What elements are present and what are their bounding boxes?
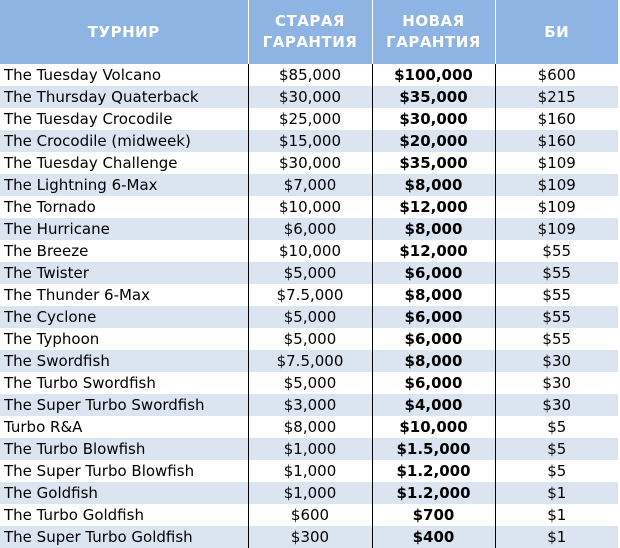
tournament-name-cell: The Typhoon	[0, 328, 248, 350]
table-row	[0, 130, 618, 152]
table-row	[0, 394, 618, 416]
header-buyin	[495, 0, 618, 64]
tournament-name-cell: The Swordfish	[0, 350, 248, 372]
header-buyin-label: БИ	[544, 22, 570, 41]
buyin-cell: $55	[495, 284, 618, 306]
tournament-name-cell: The Hurricane	[0, 218, 248, 240]
header-old-guarantee	[248, 0, 372, 64]
old-guarantee-cell: $85,000	[248, 64, 372, 86]
new-guarantee-cell: $6,000	[372, 328, 495, 350]
old-guarantee-cell: $5,000	[248, 262, 372, 284]
table-row	[0, 460, 618, 482]
new-guarantee-cell: $1.5,000	[372, 438, 495, 460]
new-guarantee-cell: $8,000	[372, 350, 495, 372]
table-row	[0, 328, 618, 350]
old-guarantee-cell: $600	[248, 504, 372, 526]
table-row	[0, 262, 618, 284]
old-guarantee-cell: $10,000	[248, 196, 372, 218]
buyin-cell: $55	[495, 262, 618, 284]
tournament-name-cell: The Tornado	[0, 196, 248, 218]
old-guarantee-cell: $15,000	[248, 130, 372, 152]
new-guarantee-cell: $100,000	[372, 64, 495, 86]
buyin-cell: $160	[495, 108, 618, 130]
table-header	[0, 0, 618, 64]
new-guarantee-cell: $10,000	[372, 416, 495, 438]
old-guarantee-cell: $3,000	[248, 394, 372, 416]
header-tournament	[0, 0, 248, 64]
old-guarantee-cell: $25,000	[248, 108, 372, 130]
old-guarantee-cell: $30,000	[248, 86, 372, 108]
table-row	[0, 438, 618, 460]
buyin-cell: $30	[495, 372, 618, 394]
tournament-name-cell: Turbo R&A	[0, 416, 248, 438]
tournament-name-cell: The Tuesday Volcano	[0, 64, 248, 86]
table-row	[0, 284, 618, 306]
table-row	[0, 372, 618, 394]
new-guarantee-cell: $8,000	[372, 218, 495, 240]
new-guarantee-cell: $35,000	[372, 86, 495, 108]
table-body	[0, 64, 618, 548]
table-row	[0, 504, 618, 526]
buyin-cell: $30	[495, 350, 618, 372]
header-row	[0, 0, 618, 64]
new-guarantee-cell: $30,000	[372, 108, 495, 130]
buyin-cell: $55	[495, 328, 618, 350]
table-row	[0, 108, 618, 130]
new-guarantee-cell: $700	[372, 504, 495, 526]
header-new-line1: НОВАЯ	[402, 12, 465, 30]
old-guarantee-cell: $7.5,000	[248, 350, 372, 372]
tournament-name-cell: The Tuesday Challenge	[0, 152, 248, 174]
header-tournament-label: ТУРНИР	[87, 22, 160, 41]
tournament-name-cell: The Thursday Quaterback	[0, 86, 248, 108]
header-old-line1: СТАРАЯ	[274, 12, 345, 30]
new-guarantee-cell: $400	[372, 526, 495, 548]
old-guarantee-cell: $7,000	[248, 174, 372, 196]
new-guarantee-cell: $6,000	[372, 262, 495, 284]
table-row	[0, 152, 618, 174]
old-guarantee-cell: $1,000	[248, 438, 372, 460]
old-guarantee-cell: $5,000	[248, 306, 372, 328]
buyin-cell: $109	[495, 196, 618, 218]
buyin-cell: $160	[495, 130, 618, 152]
buyin-cell: $109	[495, 174, 618, 196]
tournament-name-cell: The Turbo Blowfish	[0, 438, 248, 460]
old-guarantee-cell: $5,000	[248, 372, 372, 394]
buyin-cell: $109	[495, 218, 618, 240]
tournament-name-cell: The Super Turbo Goldfish	[0, 526, 248, 548]
old-guarantee-cell: $6,000	[248, 218, 372, 240]
tournament-name-cell: The Lightning 6-Max	[0, 174, 248, 196]
old-guarantee-cell: $8,000	[248, 416, 372, 438]
old-guarantee-cell: $30,000	[248, 152, 372, 174]
tournament-name-cell: The Turbo Swordfish	[0, 372, 248, 394]
tournament-name-cell: The Thunder 6-Max	[0, 284, 248, 306]
new-guarantee-cell: $12,000	[372, 240, 495, 262]
buyin-cell: $109	[495, 152, 618, 174]
table-row	[0, 482, 618, 504]
tournament-name-cell: The Twister	[0, 262, 248, 284]
new-guarantee-cell: $8,000	[372, 174, 495, 196]
tournament-name-cell: The Super Turbo Swordfish	[0, 394, 248, 416]
old-guarantee-cell: $1,000	[248, 460, 372, 482]
new-guarantee-cell: $12,000	[372, 196, 495, 218]
buyin-cell: $30	[495, 394, 618, 416]
buyin-cell: $5	[495, 460, 618, 482]
table-row	[0, 218, 618, 240]
old-guarantee-cell: $5,000	[248, 328, 372, 350]
tournament-name-cell: The Goldfish	[0, 482, 248, 504]
old-guarantee-cell: $10,000	[248, 240, 372, 262]
buyin-cell: $5	[495, 438, 618, 460]
new-guarantee-cell: $35,000	[372, 152, 495, 174]
table-row	[0, 64, 618, 86]
new-guarantee-cell: $8,000	[372, 284, 495, 306]
new-guarantee-cell: $6,000	[372, 306, 495, 328]
old-guarantee-cell: $1,000	[248, 482, 372, 504]
buyin-cell: $1	[495, 526, 618, 548]
buyin-cell: $1	[495, 482, 618, 504]
tournament-name-cell: The Turbo Goldfish	[0, 504, 248, 526]
tournament-name-cell: The Super Turbo Blowfish	[0, 460, 248, 482]
new-guarantee-cell: $20,000	[372, 130, 495, 152]
buyin-cell: $55	[495, 306, 618, 328]
header-old-line2: ГАРАНТИЯ	[262, 33, 358, 51]
table-row	[0, 174, 618, 196]
table-row	[0, 350, 618, 372]
table-row	[0, 526, 618, 548]
new-guarantee-cell: $1.2,000	[372, 482, 495, 504]
tournament-name-cell: The Tuesday Crocodile	[0, 108, 248, 130]
old-guarantee-cell: $7.5,000	[248, 284, 372, 306]
buyin-cell: $600	[495, 64, 618, 86]
new-guarantee-cell: $1.2,000	[372, 460, 495, 482]
table-row	[0, 240, 618, 262]
buyin-cell: $5	[495, 416, 618, 438]
new-guarantee-cell: $4,000	[372, 394, 495, 416]
tournament-name-cell: The Cyclone	[0, 306, 248, 328]
buyin-cell: $215	[495, 86, 618, 108]
header-new-guarantee	[372, 0, 495, 64]
tournament-name-cell: The Breeze	[0, 240, 248, 262]
new-guarantee-cell: $6,000	[372, 372, 495, 394]
table-row	[0, 306, 618, 328]
buyin-cell: $55	[495, 240, 618, 262]
table-row	[0, 196, 618, 218]
old-guarantee-cell: $300	[248, 526, 372, 548]
header-new-line2: ГАРАНТИЯ	[386, 33, 481, 51]
buyin-cell: $1	[495, 504, 618, 526]
table-row	[0, 86, 618, 108]
table-row	[0, 416, 618, 438]
tournament-name-cell: The Crocodile (midweek)	[0, 130, 248, 152]
